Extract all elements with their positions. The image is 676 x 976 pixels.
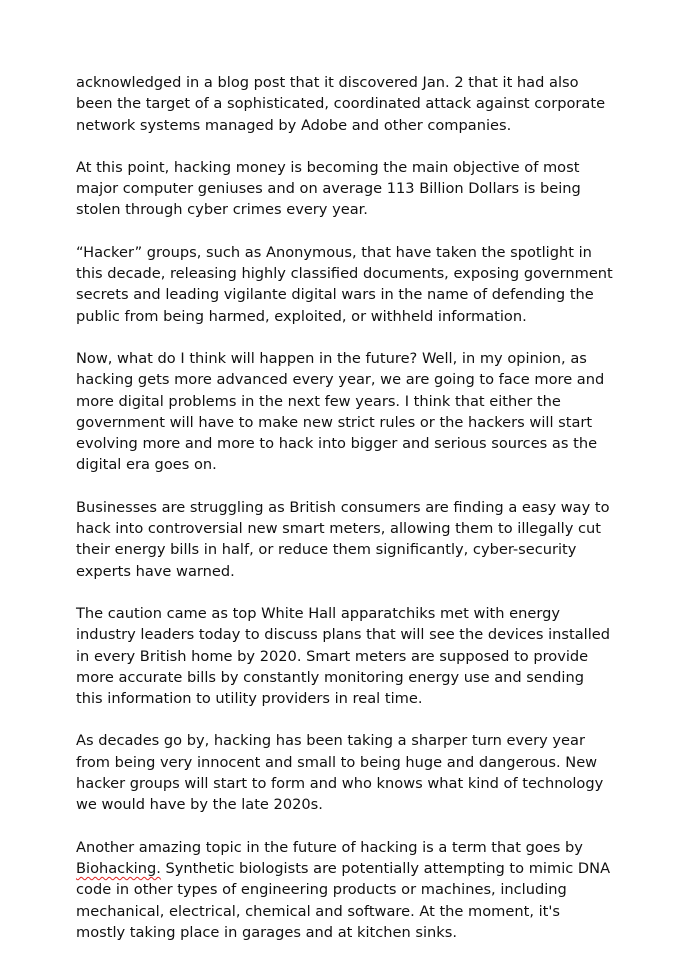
- text-line: from being very innocent and small to being huge and dangerous. New: [76, 753, 598, 771]
- text-line: hacker groups will start to form and who knows what kind of technology: [76, 775, 604, 793]
- text-line: in every British home by 2020. Smart meters are supposed to provide: [76, 647, 589, 665]
- text-line: Businesses are struggling as British consumers are finding a easy way to: [76, 498, 610, 516]
- text-line: mostly taking place in garages and at kitchen sinks.: [76, 923, 457, 941]
- text-line: acknowledged in a blog post that it discovered Jan. 2 that it had also: [76, 74, 579, 91]
- text-line: secrets and leading vigilante digital wars in the name of defending the: [76, 286, 594, 304]
- document-body: [76, 72, 613, 964]
- text-line: stolen through cyber crimes every year.: [76, 201, 368, 219]
- text-line: this decade, releasing highly classified documents, exposing government: [76, 265, 613, 283]
- text-line: this information to utility providers in real time.: [76, 690, 423, 708]
- text-line: network systems managed by Adobe and other companies.: [76, 116, 512, 134]
- paragraph-smart-meters: [76, 497, 610, 582]
- text-line: more digital problems in the next few years. I think that either the: [76, 392, 561, 410]
- text-line: more accurate bills by constantly monitoring energy use and sending: [76, 668, 584, 686]
- paragraph-hacker-groups: [76, 242, 613, 327]
- text-line: experts have warned.: [76, 562, 235, 580]
- text-line: industry leaders today to discuss plans that will see the devices installed: [76, 626, 610, 644]
- text-line: mechanical, electrical, chemical and software. At the moment, it's: [76, 902, 561, 920]
- text-line: we would have by the late 2020s.: [76, 796, 323, 814]
- paragraph-adobe-attack: [76, 72, 606, 136]
- paragraph-decades: [76, 730, 606, 815]
- paragraph-future-opinion: [76, 348, 606, 476]
- text-line: Another amazing topic in the future of hacking is a term that goes by: [76, 838, 583, 856]
- text-line: digital era goes on.: [76, 456, 217, 474]
- text-line: The caution came as top White Hall apparatchiks met with energy: [76, 604, 560, 622]
- paragraph-hacking-money: [76, 157, 606, 221]
- text-line: evolving more and more to hack into bigger and serious sources as the: [76, 435, 598, 453]
- text-line: code in other types of engineering products or machines, including: [76, 881, 567, 899]
- text-line: As decades go by, hacking has been taking a sharper turn every year: [76, 732, 585, 750]
- spellcheck-underlined-word[interactable]: Biohacking.: [76, 859, 161, 877]
- text-line: government will have to make new strict rules or the hackers will start: [76, 413, 593, 431]
- text-line: major computer geniuses and on average 113 Billion Dollars is being: [76, 180, 581, 198]
- text-fragment: Synthetic biologists are potentially attempting to mimic DNA: [160, 859, 611, 877]
- text-line: [76, 858, 611, 879]
- text-line: “Hacker” groups, such as Anonymous, that have taken the spotlight in: [76, 243, 592, 261]
- text-line: been the target of a sophisticated, coordinated attack against corporate: [76, 95, 606, 113]
- paragraph-white-hall: [76, 603, 610, 709]
- paragraph-biohacking: [76, 837, 611, 943]
- text-line: their energy bills in half, or reduce them significantly, cyber-security: [76, 541, 577, 559]
- text-line: At this point, hacking money is becoming the main objective of most: [76, 158, 580, 176]
- text-line: public from being harmed, exploited, or withheld information.: [76, 307, 527, 325]
- text-line: hack into controversial new smart meters, allowing them to illegally cut: [76, 520, 601, 538]
- text-line: hacking gets more advanced every year, we are going to face more and: [76, 371, 605, 389]
- text-line: Now, what do I think will happen in the future? Well, in my opinion, as: [76, 349, 587, 367]
